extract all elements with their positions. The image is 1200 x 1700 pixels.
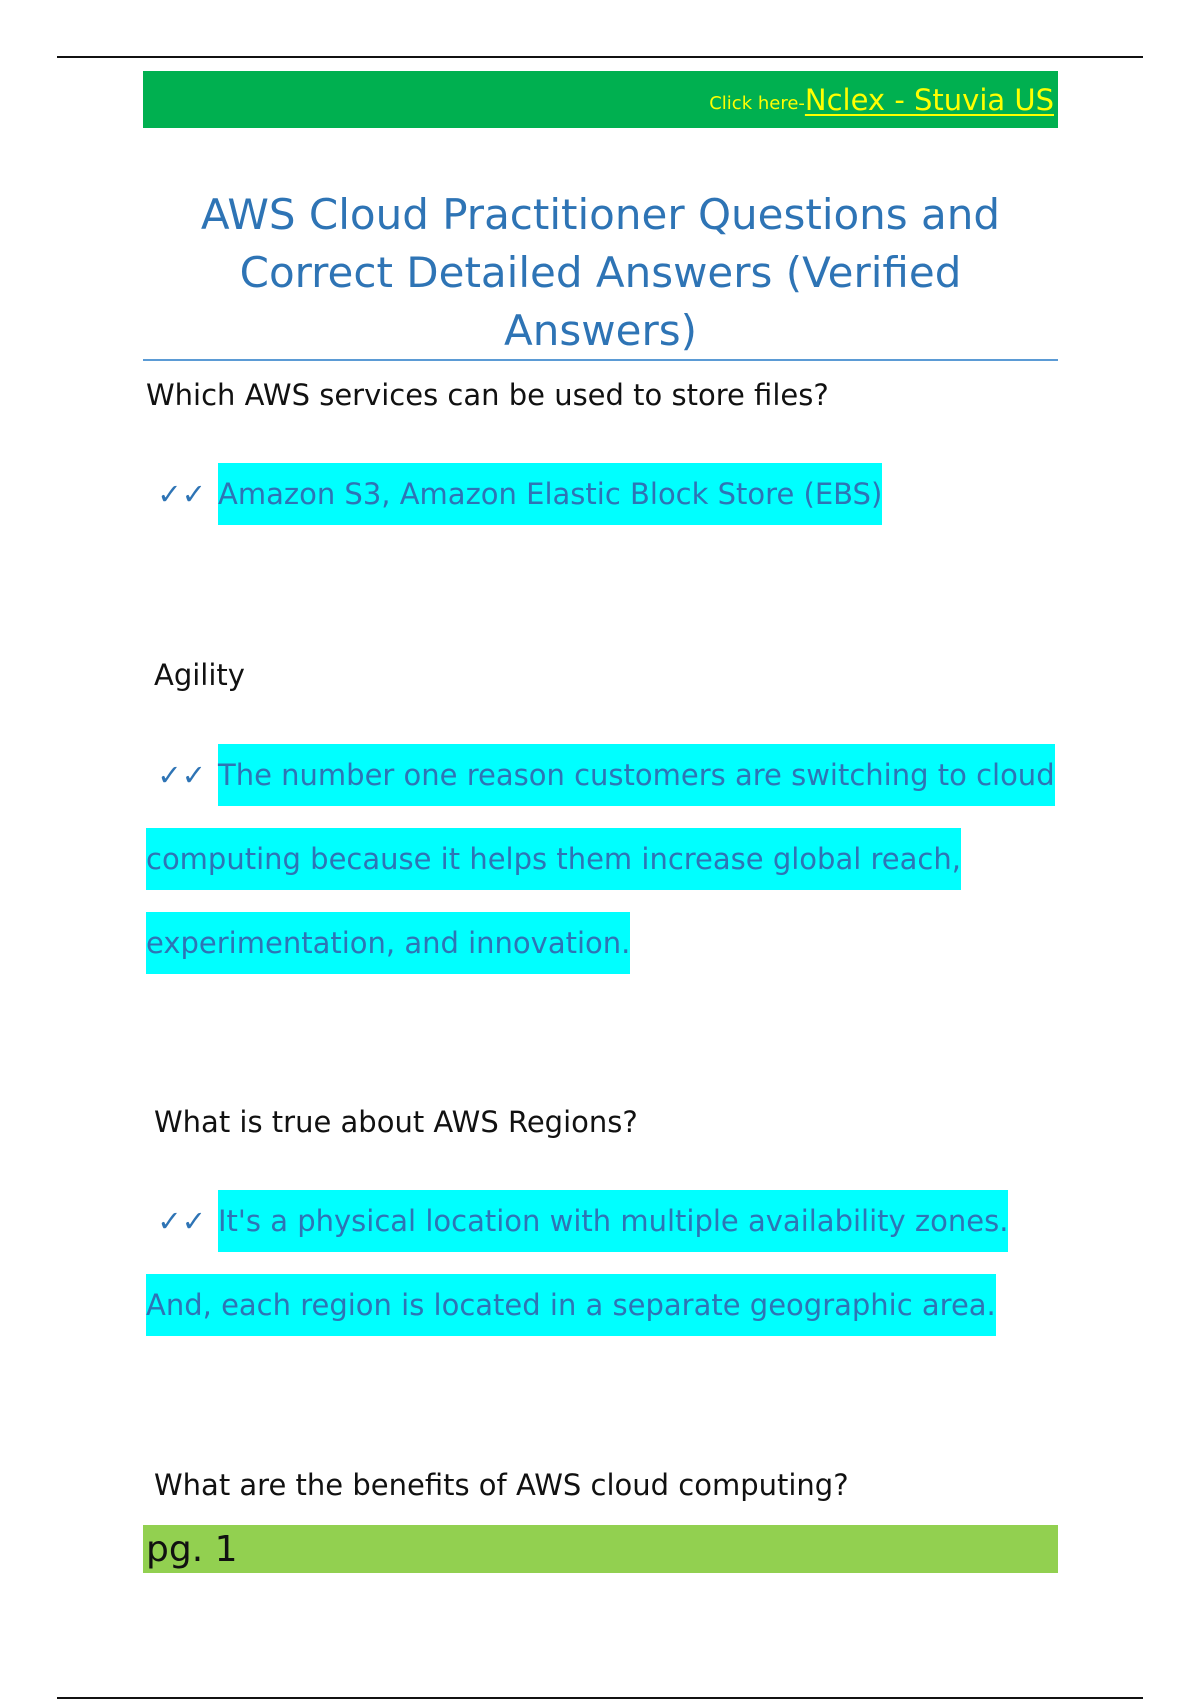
question-4: What are the benefits of AWS cloud computing? bbox=[154, 1468, 849, 1502]
checkmark-icon: ✓✓ bbox=[157, 1204, 206, 1238]
title-underline bbox=[143, 359, 1058, 361]
checkmark-icon: ✓✓ bbox=[157, 758, 206, 792]
question-3: What is true about AWS Regions? bbox=[154, 1105, 638, 1139]
answer-1-text: Amazon S3, Amazon Elastic Block Store (EBS) bbox=[218, 463, 882, 525]
bottom-rule bbox=[57, 1697, 1143, 1699]
top-rule bbox=[57, 56, 1143, 58]
answer-1 bbox=[146, 452, 1076, 536]
question-2: Agility bbox=[154, 658, 245, 692]
answer-2-text: The number one reason customers are switching to cloud computing because it helps them increase global reach, experimentation, and innovation. bbox=[146, 744, 1055, 974]
page-number: pg. 1 bbox=[146, 1528, 238, 1570]
checkmark-icon: ✓✓ bbox=[157, 477, 206, 511]
answer-3-text: It's a physical location with multiple availability zones. And, each region is located in a separate geographic area. bbox=[146, 1190, 1008, 1336]
header-banner bbox=[143, 71, 1058, 128]
document-title: AWS Cloud Practitioner Questions and Correct Detailed Answers (Verified Answers) bbox=[200, 190, 1001, 355]
question-1: Which AWS services can be used to store files? bbox=[146, 378, 829, 412]
stuvia-link[interactable]: Nclex - Stuvia US bbox=[804, 82, 1054, 117]
page-footer bbox=[143, 1525, 1058, 1573]
answer-3 bbox=[146, 1179, 1076, 1347]
header-prefix: Click here- bbox=[709, 93, 805, 114]
answer-2 bbox=[146, 733, 1076, 985]
